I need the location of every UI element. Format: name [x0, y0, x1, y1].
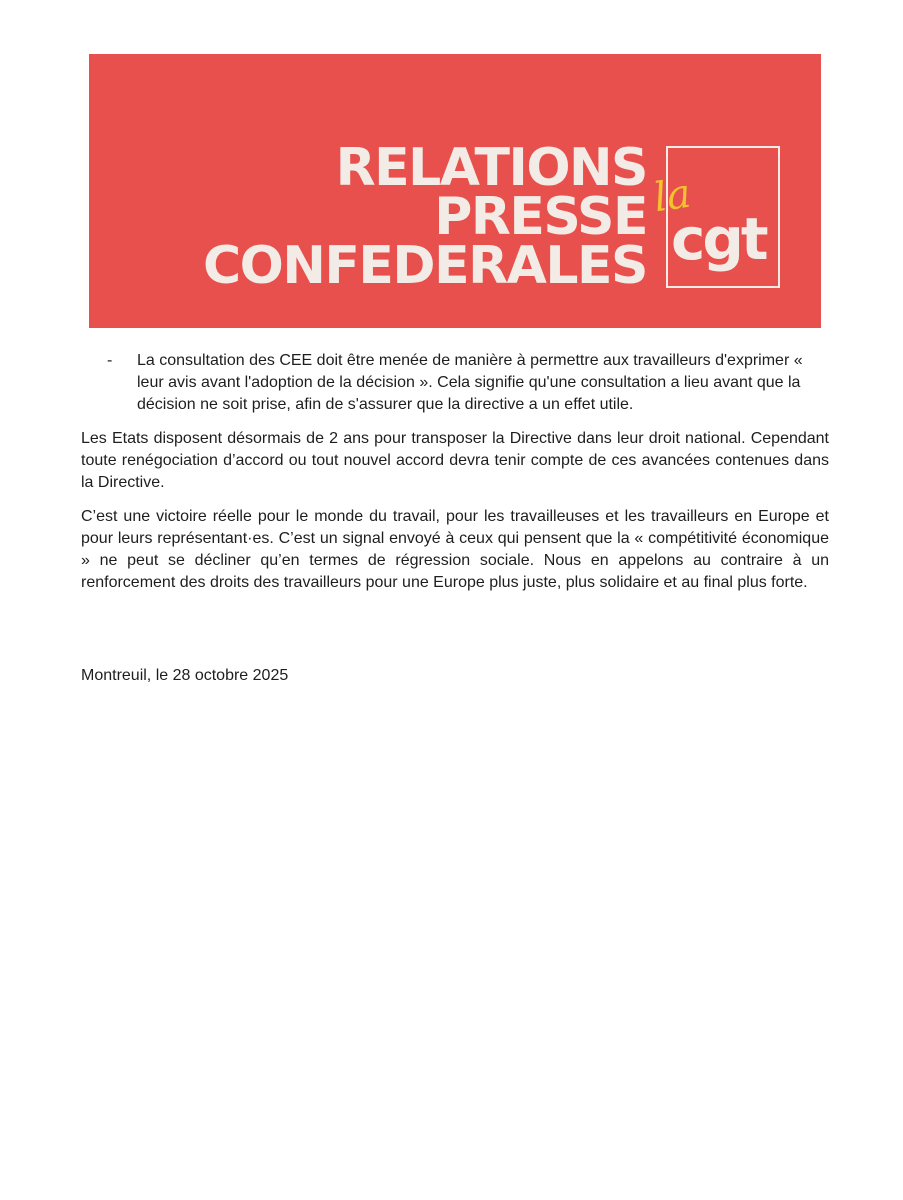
paragraph-transposition: Les Etats disposent désormais de 2 ans pour transposer la Directive dans leur droit national. Cependant toute renégociation d’accord ou tout nouvel accord devra tenir compte de ces avancées contenues dans la Directive. — [81, 430, 829, 491]
place-date: Montreuil, le 28 octobre 2025 — [81, 667, 289, 684]
banner-title-line-3: CONFEDERALES — [202, 236, 647, 296]
bullet-text: La consultation des CEE doit être menée de manière à permettre aux travailleurs d'exprimer « leur avis avant l'adoption de la décision ». Cela signifie qu'une consultation a lieu avant que la décision ne soit prise, afin de s'assurer que la directive a un effet utile. — [137, 352, 803, 413]
cgt-logo-script: la — [650, 170, 694, 222]
press-banner — [89, 54, 821, 328]
bullet-marker: - — [107, 352, 113, 369]
banner-title — [202, 138, 647, 296]
cgt-logo — [650, 146, 780, 288]
press-release-body — [81, 350, 829, 606]
list-item — [81, 350, 829, 416]
banner-title-line-2: PRESSE — [434, 187, 647, 247]
paragraph-victory: C’est une victoire réelle pour le monde du travail, pour les travailleuses et les travailleurs en Europe et pour leurs représentant·es. C’est un signal envoyé à ceux qui pensent que la « compétitivité économique » ne peut se décliner qu’en termes de régression sociale. Nous en appelons au contraire à un renforcement des droits des travailleurs pour une Europe plus juste, plus solidaire et au final plus forte. — [81, 508, 829, 591]
banner-title-line-1: RELATIONS — [335, 138, 647, 198]
cgt-logo-text: cgt — [671, 205, 766, 273]
